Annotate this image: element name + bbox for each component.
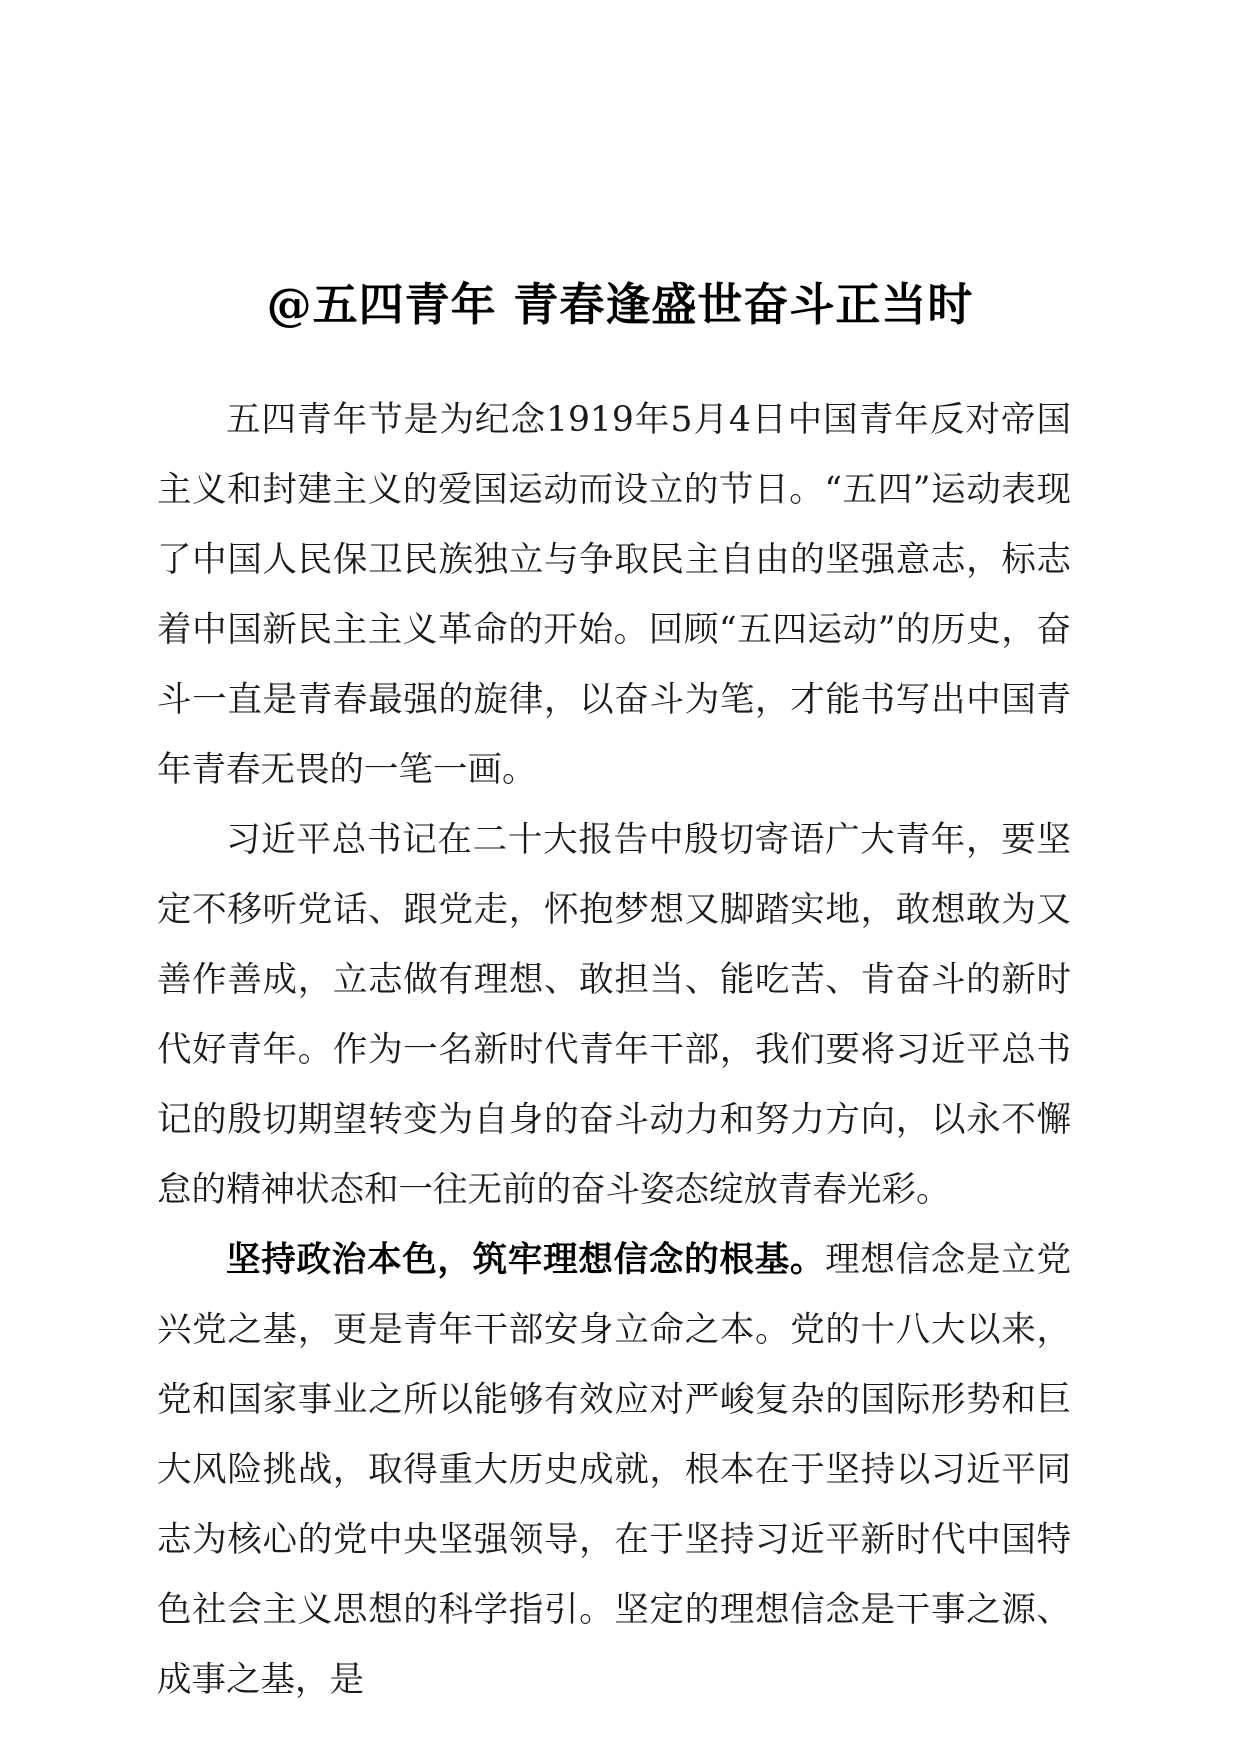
paragraph-political-stance: [157, 1225, 1071, 1715]
paragraph-text: 五四青年节是为纪念1919年5月4日中国青年反对帝国主义和封建主义的爱国运动而设立的节日。“五四”运动表现了中国人民保卫民族独立与争取民主自由的坚强意志，标志着中国新民主主义革命的开始。回顾“五四运动”的历史，奋斗一直是青春最强的旋律，以奋斗为笔，才能书写出中国青年青春无畏的一笔一画。: [157, 400, 1071, 790]
document-body: [157, 385, 1071, 1715]
paragraph-intro: [157, 385, 1071, 805]
paragraph-text: 习近平总书记在二十大报告中殷切寄语广大青年，要坚定不移听党话、跟党走，怀抱梦想又脚踏实地，敢想敢为又善作善成，立志做有理想、敢担当、能吃苦、肯奋斗的新时代好青年。作为一名新时代青年干部，我们要将习近平总书记的殷切期望转变为自身的奋斗动力和努力方向，以永不懈怠的精神状态和一往无前的奋斗姿态绽放青春光彩。: [157, 820, 1071, 1210]
paragraph-lead-heading: 坚持政治本色，筑牢理想信念的根基。: [226, 1240, 826, 1280]
document-title: @五四青年 青春逢盛世奋斗正当时: [266, 278, 974, 332]
paragraph-report-message: [157, 805, 1071, 1225]
paragraph-text: 理想信念是立党兴党之基，更是青年干部安身立命之本。党的十八大以来，党和国家事业之所以能够有效应对严峻复杂的国际形势和巨大风险挑战，取得重大历史成就，根本在于坚持以习近平同志为核心的党中央坚强领导，在于坚持习近平新时代中国特色社会主义思想的科学指引。坚定的理想信念是干事之源、成事之基，是: [157, 1240, 1072, 1700]
